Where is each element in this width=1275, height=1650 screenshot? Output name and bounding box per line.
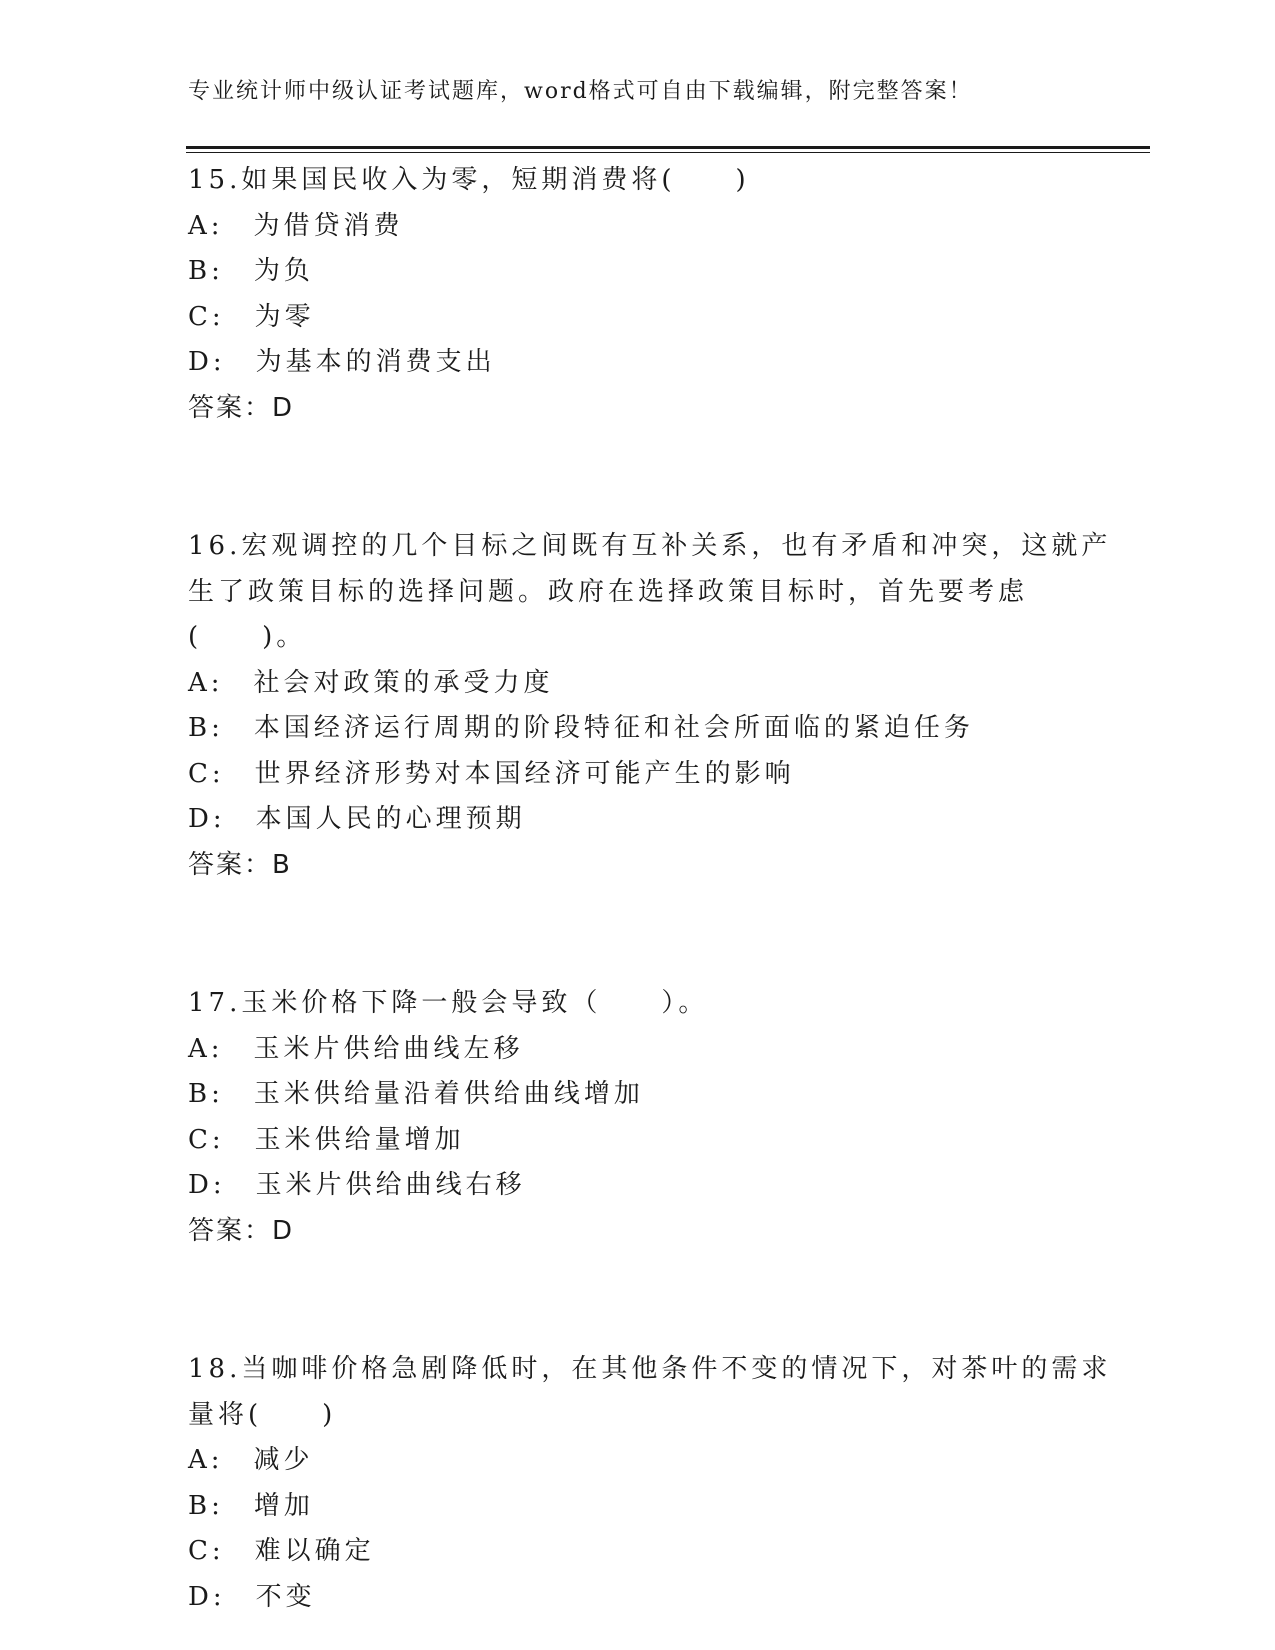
option-b: B: 本国经济运行周期的阶段特征和社会所面临的紧迫任务 bbox=[188, 713, 974, 743]
answer-line: 答案：D bbox=[188, 1215, 295, 1246]
option-c: C: 为零 bbox=[188, 301, 315, 332]
option-a: A: 为借贷消费 bbox=[188, 210, 404, 241]
question-stem: 18.当咖啡价格急剧降低时，在其他条件不变的情况下，对茶叶的需求 bbox=[188, 1354, 1112, 1384]
option-c: C: 难以确定 bbox=[188, 1536, 375, 1566]
question-stem-continued: ( )。 bbox=[188, 622, 307, 652]
question-spacer bbox=[188, 1254, 1088, 1347]
question-list bbox=[188, 158, 1112, 1620]
option-c: C: 世界经济形势对本国经济可能产生的影响 bbox=[188, 758, 795, 789]
option-d: D: 玉米片供给曲线右移 bbox=[188, 1170, 526, 1200]
question-18 bbox=[188, 1347, 1112, 1620]
question-17 bbox=[188, 981, 1088, 1254]
question-spacer bbox=[188, 431, 1088, 524]
question-stem: 16.宏观调控的几个目标之间既有互补关系，也有矛盾和冲突，这就产 bbox=[188, 531, 1112, 561]
option-a: A: 减少 bbox=[188, 1445, 314, 1475]
header-divider-thick bbox=[186, 146, 1150, 149]
page-header: 专业统计师中级认证考试题库，word格式可自由下载编辑，附完整答案！ bbox=[188, 79, 973, 104]
question-stem: 17.玉米价格下降一般会导致（ ）。 bbox=[188, 988, 709, 1018]
option-c: C: 玉米供给量增加 bbox=[188, 1124, 465, 1155]
option-b: B: 玉米供给量沿着供给曲线增加 bbox=[188, 1079, 644, 1109]
header-divider-thin bbox=[186, 152, 1150, 153]
question-16 bbox=[188, 524, 1112, 888]
question-15 bbox=[188, 158, 1088, 431]
option-d: D: 不变 bbox=[188, 1581, 316, 1612]
answer-line: 答案：D bbox=[188, 392, 295, 423]
question-stem-continued: 生了政策目标的选择问题。政府在选择政策目标时，首先要考虑 bbox=[188, 576, 1029, 607]
option-a: A: 玉米片供给曲线左移 bbox=[188, 1033, 524, 1064]
question-stem-continued: 量将( ) bbox=[188, 1399, 337, 1430]
answer-line: 答案：B bbox=[188, 849, 292, 880]
option-d: D: 为基本的消费支出 bbox=[188, 347, 496, 377]
option-b: B: 增加 bbox=[188, 1490, 314, 1521]
question-stem: 15.如果国民收入为零，短期消费将( ) bbox=[188, 165, 750, 195]
question-spacer bbox=[188, 888, 1088, 981]
option-a: A: 社会对政策的承受力度 bbox=[188, 667, 554, 698]
option-d: D: 本国人民的心理预期 bbox=[188, 804, 526, 834]
option-b: B: 为负 bbox=[188, 256, 314, 286]
